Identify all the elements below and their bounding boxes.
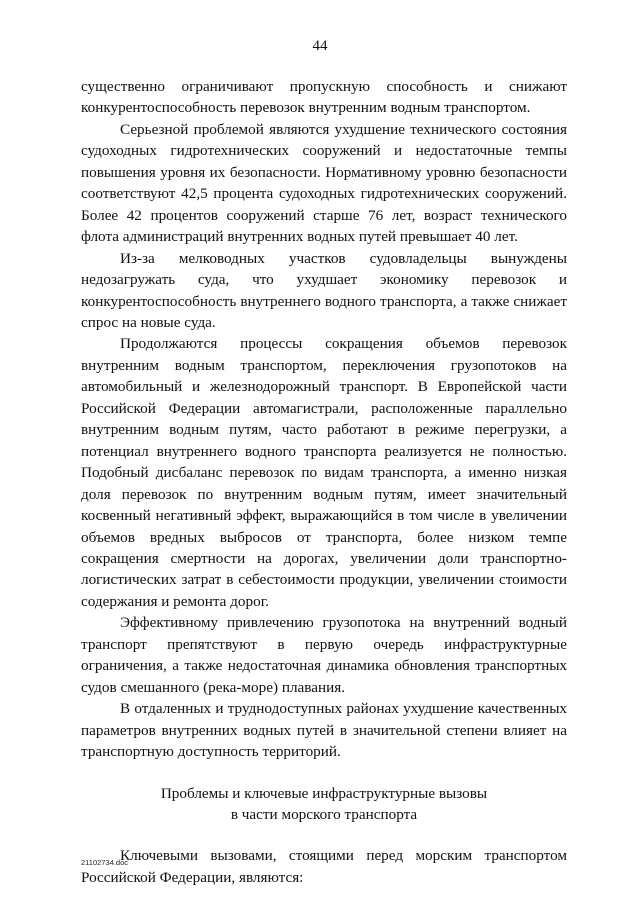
paragraph-continuation: существенно ограничивают пропускную способность и снижают конкурентоспособность перевозок внутренним водным транспортом. [81,78,567,117]
paragraph-freight-reduction: Продолжаются процессы сокращения объемов перевозок внутренним водным транспортом, переключения грузопотоков на автомобильный и железнодорожный транспорт. В Европейской части Российской Федерации автомагистрали, расположенные параллельно внутренним водным путям, часто работают в режиме перегрузки, а потенциал внутреннего водного транспорта реализуется не полностью. Подобный дисбаланс перевозок по видам транспорта, а именно низкая доля перевозок по внутренним водным путям, имеет значительный косвенный негативный эффект, выражающийся в том числе в увеличении объемов вредных выбросов от транспорта, более низком темпе сокращения смертности на дорогах, увеличении доли транспортно-логистических затрат в себестоимости продукции, увеличении стоимости содержания и ремонта дорог. [81,335,567,610]
document-file-code: 21102734.doc [81,858,128,867]
document-body [81,76,567,888]
paragraph-hydrotechnical-condition: Серьезной проблемой являются ухудшение технического состояния судоходных гидротехнических сооружений и недостаточные темпы повышения уровня их безопасности. Нормативному уровню безопасности соответствуют 42,5 процента судоходных гидротехнических сооружений. Более 42 процентов сооружений старше 76 лет, возраст технического флота администраций внутренних водных путей превышает 40 лет. [81,120,567,246]
paragraph-remote-areas: В отдаленных и труднодоступных районах ухудшение качественных параметров внутренних водных путей в значительной степени влияет на транспортную доступность территорий. [81,700,567,761]
paragraph-shallow-sections: Из-за мелководных участков судовладельцы вынуждены недозагружать суда, что ухудшает экономику перевозок и конкурентоспособность внутреннего водного транспорта, а также снижает спрос на новые суда. [81,249,567,331]
section-heading-line-1: Проблемы и ключевые инфраструктурные вызовы [160,784,488,802]
section-heading-line-2: в части морского транспорта [230,805,418,823]
page-number: 44 [312,38,328,54]
paragraph-key-challenges: Ключевыми вызовами, стоящими перед морским транспортом Российской Федерации, являются: [81,847,567,886]
section-heading [81,783,567,826]
paragraph-freight-attraction: Эффективному привлечению грузопотока на внутренний водный транспорт препятствуют в первую очередь инфраструктурные ограничения, а также недостаточная динамика обновления транспортных судов смешанного (река-море) плавания. [81,614,567,696]
